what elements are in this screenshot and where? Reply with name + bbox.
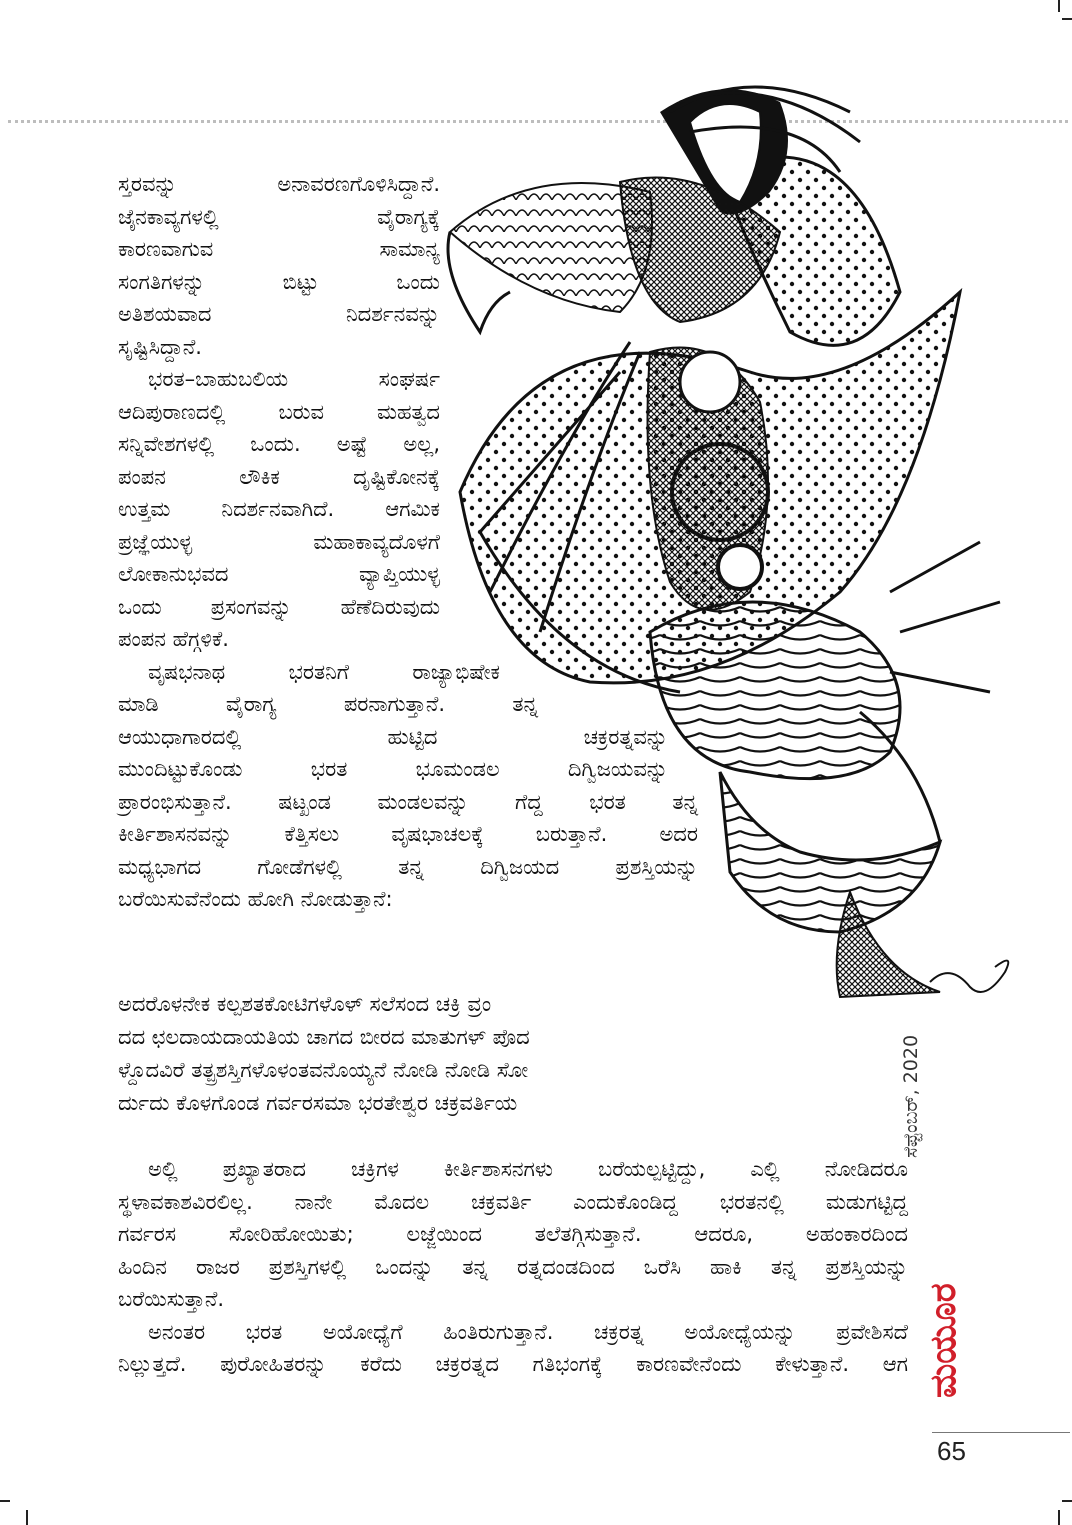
article-line: ಅಲ್ಲಿ ಪ್ರಖ್ಯಾತರಾದ ಚಕ್ರಿಗಳ ಕೀರ್ತಿಶಾಸನಗಳು ಬರೆಯಲ್ಪಟ್ಟಿದ್ದು, ಎಲ್ಲಿ ನೋಡಿದರೂ (148, 1157, 908, 1181)
article-line: ಉತ್ತಮ ನಿದರ್ಶನವಾಗಿದೆ. ಆಗಮಿಕ (118, 497, 440, 521)
article-line: ಪಂಪನ ಹೆಗ್ಗಳಿಕೆ. (118, 627, 229, 651)
article-line: ಮುಂದಿಟ್ಟುಕೊಂಡು ಭರತ ಭೂಮಂಡಲ ದಿಗ್ವಿಜಯವನ್ನು (118, 757, 668, 781)
poem-line: ಳ್ದೊದವಿರೆ ತತ್ಪ್ರಶಸ್ತಿಗಳೊಳಂತವನೊಯ್ಯನೆ ನೋಡಿ ನೋಡಿ ಸೋ (118, 1058, 529, 1082)
article-line: ಲೋಕಾನುಭವದ ವ್ಯಾಪ್ತಿಯುಳ್ಳ (118, 562, 440, 586)
article-line: ಪ್ರಜ್ಞೆಯುಳ್ಳ ಮಹಾಕಾವ್ಯದೊಳಗೆ (118, 529, 440, 554)
article-line: ಭರತ–ಬಾಹುಬಲಿಯ ಸಂಘರ್ಷ (148, 367, 440, 391)
article-line: ಪಂಪನ ಲೌಕಿಕ ದೃಷ್ಟಿಕೋನಕ್ಕೆ (118, 464, 440, 489)
poem-line: ರ್ದುದು ಕೊಳಗೊಂಡ ಗರ್ವರಸಮಾ ಭರತೇಶ್ವರ ಚಕ್ರವರ್ತಿಯ (118, 1091, 518, 1115)
article-line: ಗರ್ವರಸ ಸೋರಿಹೋಯಿತು; ಲಜ್ಜೆಯಿಂದ ತಲೆತಗ್ಗಿಸುತ್ತಾನೆ. ಆದರೂ, ಅಹಂಕಾರದಿಂದ (118, 1222, 908, 1246)
crop-mark (0, 1500, 10, 1502)
article-line: ಸ್ತರವನ್ನು ಅನಾವರಣಗೊಳಿಸಿದ್ದಾನೆ. (118, 172, 440, 196)
article-line: ಬರೆಯಿಸುತ್ತಾನೆ. (118, 1287, 225, 1311)
article-line: ವೃಷಭನಾಥ ಭರತನಿಗೆ ರಾಜ್ಯಾಭಿಷೇಕ (148, 659, 500, 684)
article-column-text (118, 168, 708, 916)
article-line: ಅತಿಶಯವಾದ ನಿದರ್ಶನವನ್ನು (118, 302, 440, 326)
article-line: ನಿಲ್ಲುತ್ತದೆ. ಪುರೋಹಿತರನ್ನು ಕರೆದು ಚಕ್ರರತ್ನದ ಗತಿಭಂಗಕ್ಕೆ ಕಾರಣವೇನೆಂದು ಕೇಳುತ್ತಾನೆ. ಆಗ (118, 1352, 908, 1376)
article-line: ಕೀರ್ತಿಶಾಸನವನ್ನು ಕೆತ್ತಿಸಲು ವೃಷಭಾಚಲಕ್ಕೆ ಬರುತ್ತಾನೆ. ಅದರ (118, 822, 698, 846)
footer-rule (932, 1432, 1070, 1433)
article-line: ಜೈನಕಾವ್ಯಗಳಲ್ಲಿ ವೈರಾಗ್ಯಕ್ಕೆ (118, 204, 440, 229)
article-line: ಆದಿಪುರಾಣದಲ್ಲಿ ಬರುವ ಮಹತ್ವದ (118, 399, 440, 424)
article-line: ಸನ್ನಿವೇಶಗಳಲ್ಲಿ ಒಂದು. ಅಷ್ಟೆ ಅಲ್ಲ, (118, 432, 440, 456)
crop-mark (1058, 1510, 1060, 1525)
crop-mark (1058, 0, 1060, 12)
article-line: ಸೃಷ್ಟಿಸಿದ್ದಾನೆ. (118, 334, 202, 359)
article-line: ಪ್ರಾರಂಭಿಸುತ್ತಾನೆ. ಷಟ್ಖಂಡ ಮಂಡಲವನ್ನು ಗೆದ್ದ ಭರತ ತನ್ನ (118, 789, 698, 814)
article-line: ಅನಂತರ ಭರತ ಅಯೋಧ್ಯೆಗೆ ಹಿಂತಿರುಗುತ್ತಾನೆ. ಚಕ್ರರತ್ನ ಅಯೋಧ್ಯೆಯನ್ನು ಪ್ರವೇಶಿಸದೆ (148, 1319, 908, 1344)
article-line: ಒಂದು ಪ್ರಸಂಗವನ್ನು ಹೆಣೆದಿರುವುದು (118, 594, 440, 619)
issue-date: ಸೆಪ್ಟೆಂಬರ್, 2020 (900, 1034, 922, 1158)
poem-line: ದದ ಛಲದಾಯದಾಯತಿಯ ಚಾಗದ ಬೀರದ ಮಾತುಗಳ್ ಪೊದ (118, 1025, 530, 1049)
magazine-logo: ಮಯೂರ (923, 1283, 964, 1398)
article-line: ಸ್ಥಳಾವಕಾಶವಿರಲಿಲ್ಲ. ನಾನೇ ಮೊದಲ ಚಕ್ರವರ್ತಿ ಎಂದುಕೊಂಡಿದ್ದ ಭರತನಲ್ಲಿ ಮಡುಗಟ್ಟಿದ್ದ (118, 1189, 908, 1214)
article-line: ಬರೆಯಿಸುವೆನೆಂದು ಹೋಗಿ ನೋಡುತ್ತಾನೆ: (118, 887, 393, 911)
article-line: ಮಾಡಿ ವೈರಾಗ್ಯ ಪರನಾಗುತ್ತಾನೆ. ತನ್ನ (118, 692, 538, 716)
article-line: ಕಾರಣವಾಗುವ ಸಾಮಾನ್ಯ (118, 237, 440, 261)
article-line: ಆಯುಧಾಗಾರದಲ್ಲಿ ಹುಟ್ಟಿದ ಚಕ್ರರತ್ನವನ್ನು (118, 724, 668, 749)
page-number: 65 (937, 1436, 966, 1466)
article-line: ಹಿಂದಿನ ರಾಜರ ಪ್ರಶಸ್ತಿಗಳಲ್ಲಿ ಒಂದನ್ನು ತನ್ನ ರತ್ನದಂಡದಿಂದ ಒರೆಸಿ ಹಾಕಿ ತನ್ನ ಪ್ರಶಸ್ತಿಯನ್ನು (118, 1254, 908, 1279)
article-line: ಸಂಗತಿಗಳನ್ನು ಬಿಟ್ಟು ಒಂದು (118, 269, 440, 294)
poem-quote (118, 988, 718, 1120)
article-line: ಮಧ್ಯಭಾಗದ ಗೋಡೆಗಳಲ್ಲಿ ತನ್ನ ದಿಗ್ವಿಜಯದ ಪ್ರಶಸ್ತಿಯನ್ನು (118, 854, 698, 879)
poem-line: ಅದರೊಳನೇಕ ಕಲ್ಪಶತಕೋಟಿಗಳೊಳ್ ಸಲೆಸಂದ ಚಕ್ರಿ ವ್ರಂ (118, 992, 492, 1016)
article-body-text (118, 1153, 908, 1381)
crop-mark (1062, 18, 1072, 20)
crop-mark (26, 1510, 28, 1525)
crop-mark (1062, 1500, 1072, 1502)
